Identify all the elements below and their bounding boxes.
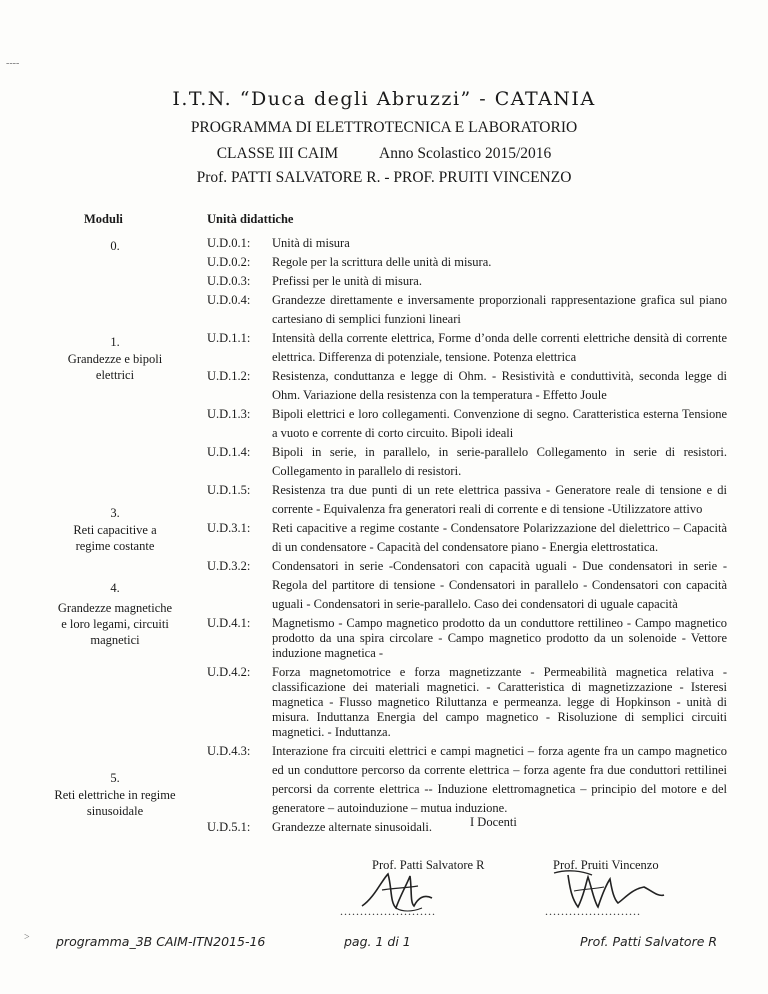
footer-author: Prof. Patti Salvatore R	[580, 934, 718, 949]
signature-line-2: ........................	[545, 904, 641, 918]
unit-code: U.D.1.1:	[207, 331, 251, 345]
module-1	[40, 334, 190, 383]
signature-line-1: ........................	[340, 904, 436, 918]
module-5	[40, 770, 190, 819]
unit-text: Condensatori in serie -Condensatori con capacità uguali - Due condensatori in serie - Regola del partitore di tensione - Condensatori in parallelo - Condensatori con capacità uguali - Condensatori in serie-parallelo. Caso dei condensatori di uguale capacità	[272, 559, 727, 611]
unita-header: Unità didattiche	[207, 212, 294, 226]
unit-code: U.D.4.3:	[207, 744, 251, 758]
unit-text: Resistenza, conduttanza e legge di Ohm. - Resistività e conduttività, seconda legge di Ohm. Variazione della resistenza con la temperatura - Effetto Joule	[272, 369, 727, 402]
unit-code: U.D.0.1:	[207, 236, 251, 250]
unit-code: U.D.1.4:	[207, 445, 251, 459]
scan-speck: >	[24, 932, 30, 943]
unit-text: Resistenza tra due punti di un rete elettrica passiva - Generatore reale di tensione e di corrente - Equivalenza fra generatori reali di corrente e di tensione -Utilizzatore attivo	[272, 483, 727, 516]
class-label: CLASSE III CAIM	[216, 145, 339, 162]
unit-code: U.D.1.3:	[207, 407, 251, 421]
unit-row	[207, 234, 727, 253]
unit-text: Grandezze alternate sinusoidali.	[272, 820, 432, 834]
unit-text: Bipoli elettrici e loro collegamenti. Convenzione di segno. Caratteristica esterna Tensione a vuoto e corrente di corto circuito. Bipoli ideali	[272, 407, 727, 440]
unit-row	[207, 291, 727, 329]
footer-page-number: pag. 1 di 1	[344, 934, 411, 949]
unit-text: Magnetismo - Campo magnetico prodotto da un conduttore rettilineo - Campo magnetico prodotto da una spira circolare - Campo magnetico prodotto da un solenoide - Vettore induzione magnetica -	[272, 616, 727, 660]
module-number: 0.	[110, 239, 120, 253]
module-0	[40, 238, 190, 254]
moduli-header: Moduli	[84, 212, 123, 226]
unit-row	[207, 557, 727, 614]
unit-text: Unità di misura	[272, 236, 350, 250]
unit-text: Interazione fra circuiti elettrici e campi magnetici – forza agente fra un campo magnetico ed un conduttore percorso da corrente elettrica – forza agente fra due conduttori rettilinei percorsi da corrente elettrica -- Induzione elettromagnetica – principio del motore e del generatore – autoinduzione – mutua induzione.	[272, 744, 727, 815]
teacher-2-name: Prof. Pruiti Vincenzo	[553, 858, 659, 872]
unit-row	[207, 663, 727, 742]
module-title: Grandezze e bipoli elettrici	[67, 352, 163, 382]
module-3	[40, 505, 190, 554]
unit-text: Regole per la scrittura delle unità di misura.	[272, 255, 492, 269]
unit-row	[207, 253, 727, 272]
unit-text: Grandezze direttamente e inversamente proporzionali rappresentazione grafica sul piano cartesiano di semplici funzioni lineari	[272, 293, 727, 326]
unit-code: U.D.0.2:	[207, 255, 251, 269]
unit-row	[207, 367, 727, 405]
unit-row	[207, 443, 727, 481]
unit-row	[207, 519, 727, 557]
footer-filename: programma_3B CAIM-ITN2015-16	[56, 934, 266, 949]
unit-code: U.D.3.2:	[207, 559, 251, 573]
unit-row	[207, 329, 727, 367]
unit-code: U.D.0.3:	[207, 274, 251, 288]
class-line	[0, 145, 768, 163]
program-title: PROGRAMMA DI ELETTROTECNICA E LABORATORIO	[190, 119, 578, 136]
unit-row	[207, 742, 727, 818]
module-number: 3.	[110, 506, 120, 520]
unit-code: U.D.3.1:	[207, 521, 251, 535]
unit-text: Forza magnetomotrice e forza magnetizzante - Permeabilità magnetica relativa - classificazione dei materiali magnetici. - Caratteristica di magnetizzazione - Isteresi magnetica - Flusso magnetico Riluttanza e permeanza. legge di Hopkinson - unità di misura. Induttanza Energia del campo magnetico - Risoluzione di semplici circuiti magnetici. - Induttanza.	[272, 665, 727, 739]
docenti-label: I Docenti	[470, 815, 517, 829]
units-list	[207, 234, 727, 837]
module-4	[40, 580, 190, 648]
unit-row	[207, 818, 727, 837]
unit-text: Prefissi per le unità di misura.	[272, 274, 422, 288]
unit-row	[207, 405, 727, 443]
unit-row	[207, 272, 727, 291]
module-title: Reti capacitive a regime costante	[73, 523, 157, 553]
teachers-line: Prof. PATTI SALVATORE R. - PROF. PRUITI VINCENZO	[196, 169, 572, 186]
unit-code: U.D.1.2:	[207, 369, 251, 383]
unit-row	[207, 614, 727, 663]
unit-code: U.D.5.1:	[207, 820, 251, 834]
unit-code: U.D.4.1:	[207, 616, 251, 630]
unit-code: U.D.0.4:	[207, 293, 251, 307]
module-title: Grandezze magnetiche e loro legami, circuiti magnetici	[57, 601, 173, 647]
module-number: 5.	[110, 771, 120, 785]
school-title: I.T.N. “Duca degli Abruzzi” - CATANIA	[172, 88, 596, 110]
module-number: 1.	[110, 335, 120, 349]
unit-text: Bipoli in serie, in parallelo, in serie-parallelo Collegamento in serie di resistori. Collegamento in parallelo di resistori.	[272, 445, 727, 478]
unit-row	[207, 481, 727, 519]
teacher-1-name: Prof. Patti Salvatore R	[372, 858, 485, 872]
unit-text: Reti capacitive a regime costante - Condensatore Polarizzazione del dielettrico – Capacità di un condensatore - Capacità del condensatore piano - Energia elettrostatica.	[272, 521, 727, 554]
unit-text: Intensità della corrente elettrica, Forme d’onda delle correnti elettriche densità di corrente elettrica. Differenza di potenziale, tensione. Potenza elettrica	[272, 331, 727, 364]
module-number: 4.	[110, 581, 120, 595]
school-year: Anno Scolastico 2015/2016	[379, 145, 552, 162]
module-title: Reti elettriche in regime sinusoidale	[54, 788, 176, 818]
unit-code: U.D.1.5:	[207, 483, 251, 497]
scan-speck: ----	[6, 58, 20, 69]
unit-code: U.D.4.2:	[207, 665, 251, 679]
